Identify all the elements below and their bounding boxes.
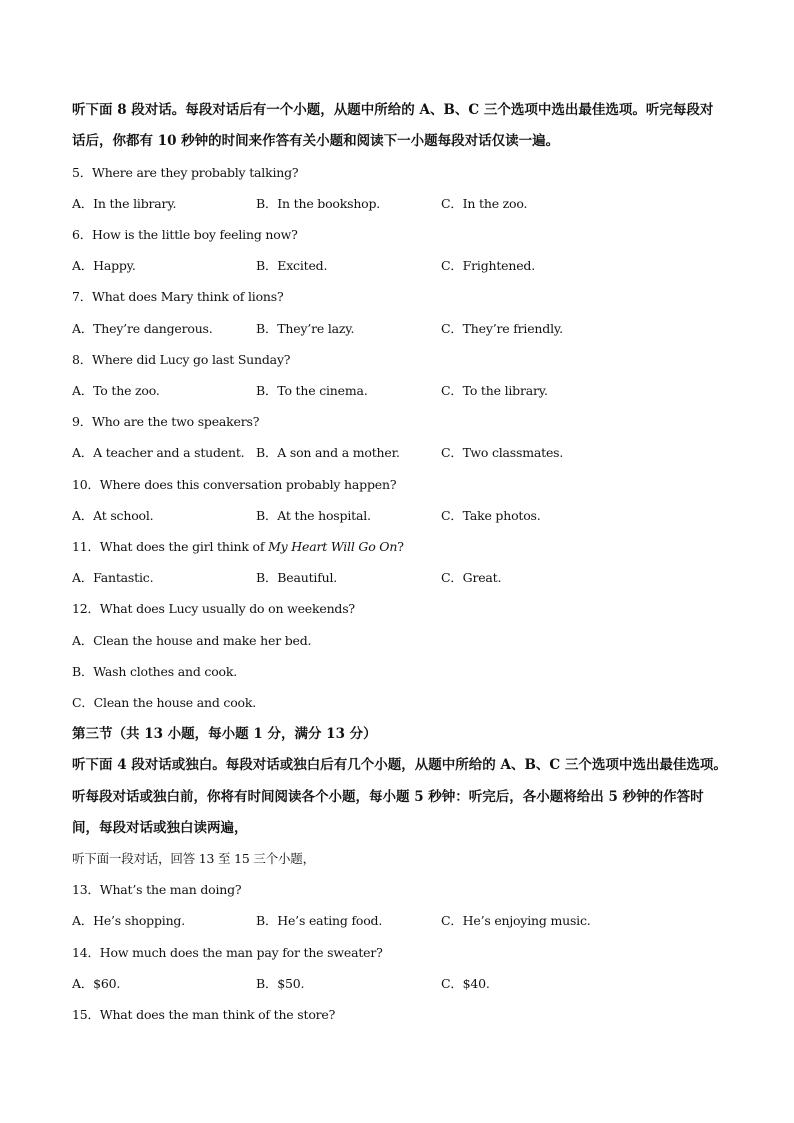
question-7-option-a: A．They’re dangerous. (72, 321, 213, 336)
question-15-stem: 15．What does the man think of the store? (72, 1007, 336, 1022)
question-8-option-b: B．To the cinema. (256, 383, 368, 398)
question-7-stem: 7．What does Mary think of lions? (72, 289, 284, 304)
question-10-option-c: C．Take photos. (441, 508, 541, 523)
question-10-stem: 10．Where does this conversation probably happen? (72, 477, 397, 492)
question-7-option-b: B．They’re lazy. (256, 321, 355, 336)
question-9-stem: 9．Who are the two speakers? (72, 414, 260, 429)
question-10-option-b: B．At the hospital. (256, 508, 371, 523)
question-13-stem: 13．What’s the man doing? (72, 882, 242, 897)
question-13-option-c: C．He’s enjoying music. (441, 913, 591, 928)
question-11-stem-end: ? (397, 539, 404, 554)
question-11-stem-text: 11．What does the girl think of (72, 539, 269, 554)
question-6-option-a: A．Happy. (72, 258, 136, 273)
section-3-instruction: 听下面一段对话，回答 13 至 15 三个小题， (72, 851, 315, 866)
intro-line-1: 听下面 8 段对话。每段对话后有一个小题，从题中所给的 A、B、C 三个选项中选出最佳选项。听完每段对 (72, 102, 714, 118)
question-13-option-a: A．He’s shopping. (72, 913, 186, 928)
question-6-option-c: C．Frightened. (441, 258, 536, 273)
question-11-stem (72, 539, 404, 555)
question-8-stem: 8．Where did Lucy go last Sunday? (72, 352, 291, 367)
question-12-option-c: C．Clean the house and cook. (72, 695, 257, 710)
question-7-option-c: C．They’re friendly. (441, 321, 563, 336)
question-12-option-b: B．Wash clothes and cook. (72, 664, 237, 679)
question-11-option-c: C．Great. (441, 570, 502, 585)
question-9-option-a: A．A teacher and a student. (72, 445, 245, 460)
question-11-option-a: A．Fantastic. (72, 570, 154, 585)
question-5-option-b: B．In the bookshop. (256, 196, 381, 211)
question-14-option-b: B．$50. (256, 976, 305, 991)
question-6-option-b: B．Excited. (256, 258, 328, 273)
section-3-directions-line-1: 听下面 4 段对话或独白。每段对话或独白后有几个小题，从题中所给的 A、B、C 三个选项中选出最佳选项。 (72, 757, 727, 773)
section-3-title: 第三节（共 13 小题，每小题 1 分，满分 13 分） (72, 726, 377, 742)
question-5-option-a: A．In the library. (72, 196, 177, 211)
question-8-option-c: C．To the library. (441, 383, 548, 398)
question-8-option-a: A．To the zoo. (72, 383, 160, 398)
section-3-directions-line-2: 听每段对话或独白前，你将有时间阅读各个小题，每小题 5 秒钟：听完后，各小题将给出 5 秒钟的作答时 (72, 789, 704, 805)
question-14-option-a: A．$60. (72, 976, 121, 991)
question-12-option-a: A．Clean the house and make her bed. (72, 633, 312, 648)
question-9-option-c: C．Two classmates. (441, 445, 564, 460)
question-9-option-b: B．A son and a mother. (256, 445, 400, 460)
question-13-option-b: B．He’s eating food. (256, 913, 383, 928)
question-5-option-c: C．In the zoo. (441, 196, 528, 211)
question-14-option-c: C．$40. (441, 976, 490, 991)
question-12-stem: 12．What does Lucy usually do on weekends? (72, 601, 355, 616)
question-10-option-a: A．At school. (72, 508, 154, 523)
question-5-stem: 5．Where are they probably talking? (72, 165, 299, 180)
section-3-directions-line-3: 间，每段对话或独白读两遍， (72, 820, 248, 836)
question-6-stem: 6．How is the little boy feeling now? (72, 227, 298, 242)
question-11-option-b: B．Beautiful. (256, 570, 338, 585)
question-14-stem: 14．How much does the man pay for the sweater? (72, 945, 383, 960)
intro-line-2: 话后，你都有 10 秒钟的时间来作答有关小题和阅读下一小题每段对话仅读一遍。 (72, 133, 560, 149)
song-title: My Heart Will Go On (268, 539, 398, 554)
